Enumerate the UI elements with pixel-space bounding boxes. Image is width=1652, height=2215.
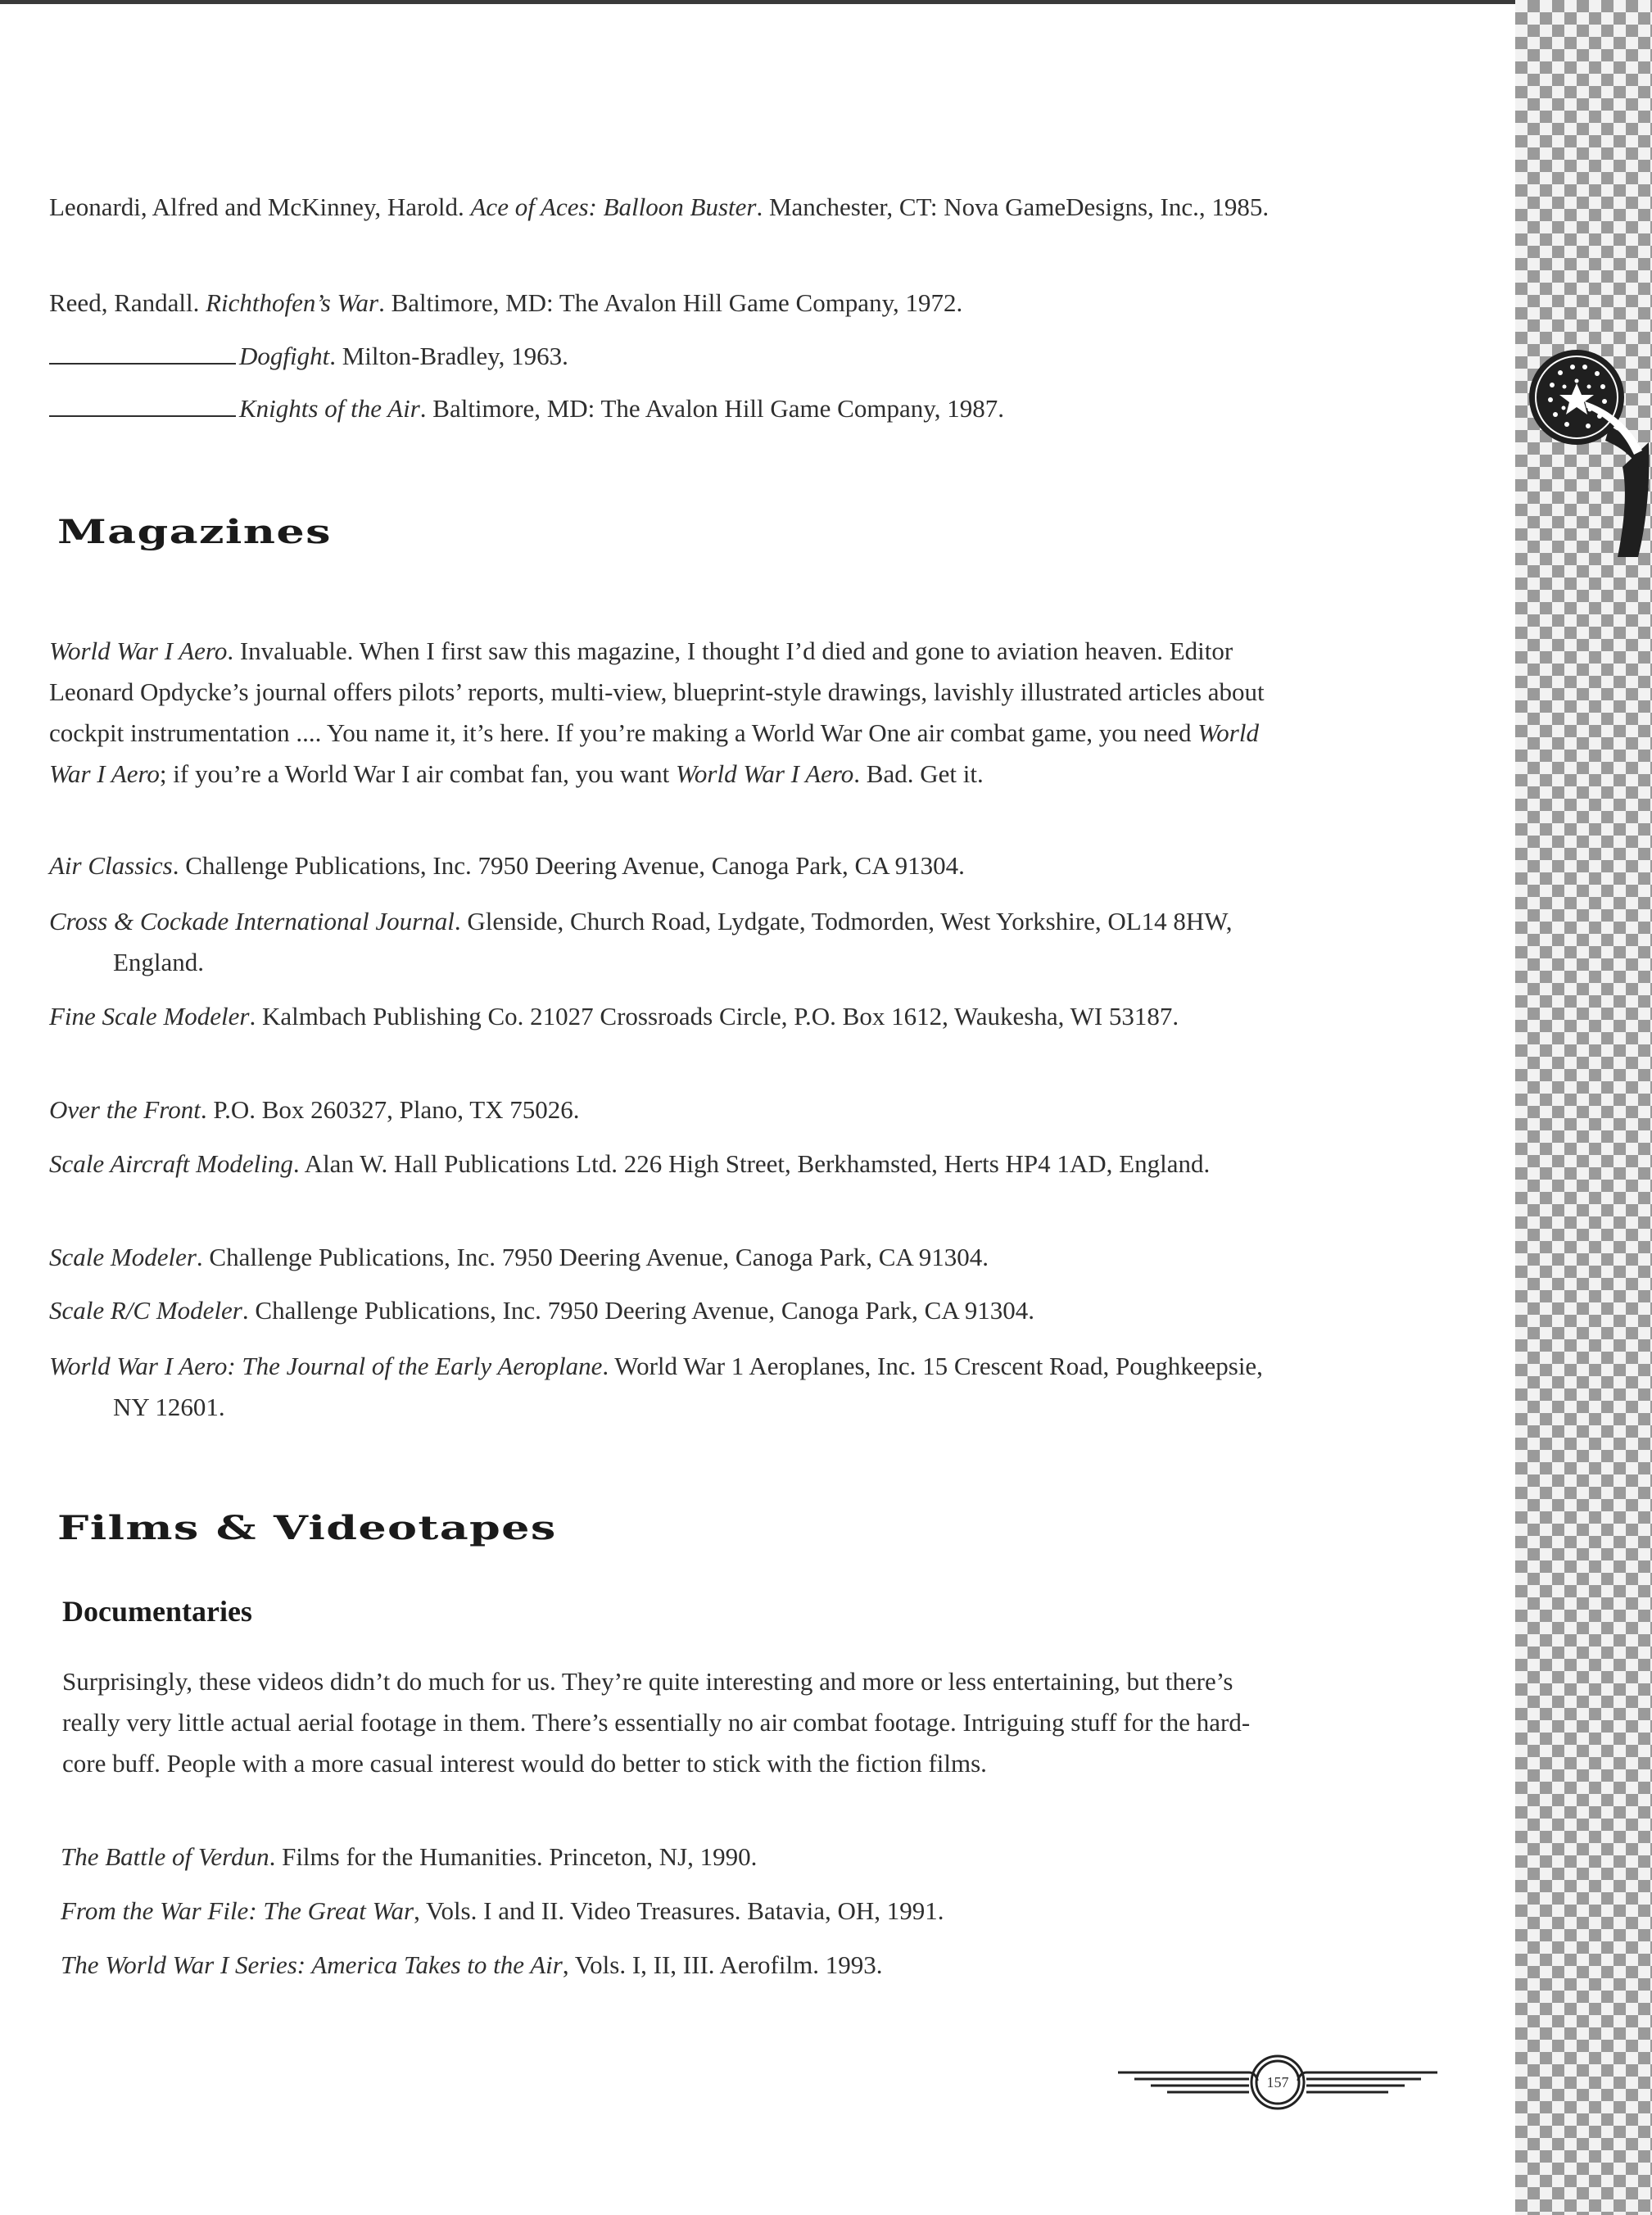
film-entry: From the War File: The Great War, Vols. I and II. Video Treasures. Batavia, OH, 1991.	[61, 1896, 944, 1925]
reference-entry: Knights of the Air. Baltimore, MD: The Avalon Hill Game Company, 1987.	[49, 388, 1278, 429]
reference-entry: Reed, Randall. Richthofen’s War. Baltimore, MD: The Avalon Hill Game Company, 1972.	[49, 288, 963, 317]
section-heading-magazines: Magazines	[57, 513, 332, 551]
magazine-entry: Cross & Cockade International Journal. Glenside, Church Road, Lydgate, Todmorden, West Yorkshire, OL14 8HW, England.	[49, 907, 1233, 976]
page-number: 157	[1266, 2074, 1289, 2090]
page-content	[49, 0, 1278, 2215]
checker-border	[1515, 0, 1652, 2215]
magazine-entry: Scale Modeler. Challenge Publications, Inc. 7950 Deering Avenue, Canoga Park, CA 91304.	[49, 1243, 989, 1271]
magazine-entry: Air Classics. Challenge Publications, Inc. 7950 Deering Avenue, Canoga Park, CA 91304.	[49, 851, 965, 880]
film-entry: The Battle of Verdun. Films for the Humanities. Princeton, NJ, 1990.	[61, 1842, 758, 1871]
reference-entry: Dogfight. Milton-Bradley, 1963.	[49, 336, 1278, 377]
magazine-entry: Scale Aircraft Modeling. Alan W. Hall Publications Ltd. 226 High Street, Berkhamsted, Herts HP4 1AD, England.	[49, 1149, 1211, 1178]
magazine-entry: Over the Front. P.O. Box 260327, Plano, TX 75026.	[49, 1095, 580, 1124]
film-entry: The World War I Series: America Takes to the Air, Vols. I, II, III. Aerofilm. 1993.	[61, 1950, 883, 1979]
documentaries-intro: Surprisingly, these videos didn’t do much for us. They’re quite interesting and more or less entertaining, but there’s really very little actual aerial footage in them. There’s essentially no air combat footage. Intriguing stuff for the hard-core buff. People with a more casual interest would do better to stick with the fiction films.	[62, 1667, 1251, 1778]
reference-entry: Leonardi, Alfred and McKinney, Harold. Ace of Aces: Balloon Buster. Manchester, CT: Nova GameDesigns, Inc., 1985.	[49, 193, 1270, 221]
subheading-documentaries: Documentaries	[62, 1595, 252, 1628]
ditto-rule	[49, 340, 236, 365]
magazine-entry: World War I Aero: The Journal of the Early Aeroplane. World War 1 Aeroplanes, Inc. 15 Crescent Road, Poughkeepsie, NY 12601.	[49, 1352, 1263, 1421]
magazine-entry: Scale R/C Modeler. Challenge Publications, Inc. 7950 Deering Avenue, Canoga Park, CA 91304.	[49, 1296, 1035, 1325]
magazine-entry: Fine Scale Modeler. Kalmbach Publishing Co. 21027 Crossroads Circle, P.O. Box 1612, Waukesha, WI 53187.	[49, 1002, 1179, 1030]
star-emblem-icon	[1528, 344, 1652, 557]
magazines-intro: World War I Aero. Invaluable. When I first saw this magazine, I thought I’d died and gone to aviation heaven. Editor Leonard Opdycke’s journal offers pilots’ reports, multi-view, blueprint-style drawings, lavishly illustrated articles about cockpit instrumentation .... You name it, it’s here. If you’re making a World War One air combat game, you need World War I Aero; if you’re a World War I air combat fan, you want World War I Aero. Bad. Get it.	[49, 636, 1265, 788]
ditto-rule	[49, 392, 236, 417]
section-heading-films: Films & Videotapes	[57, 1509, 557, 1547]
